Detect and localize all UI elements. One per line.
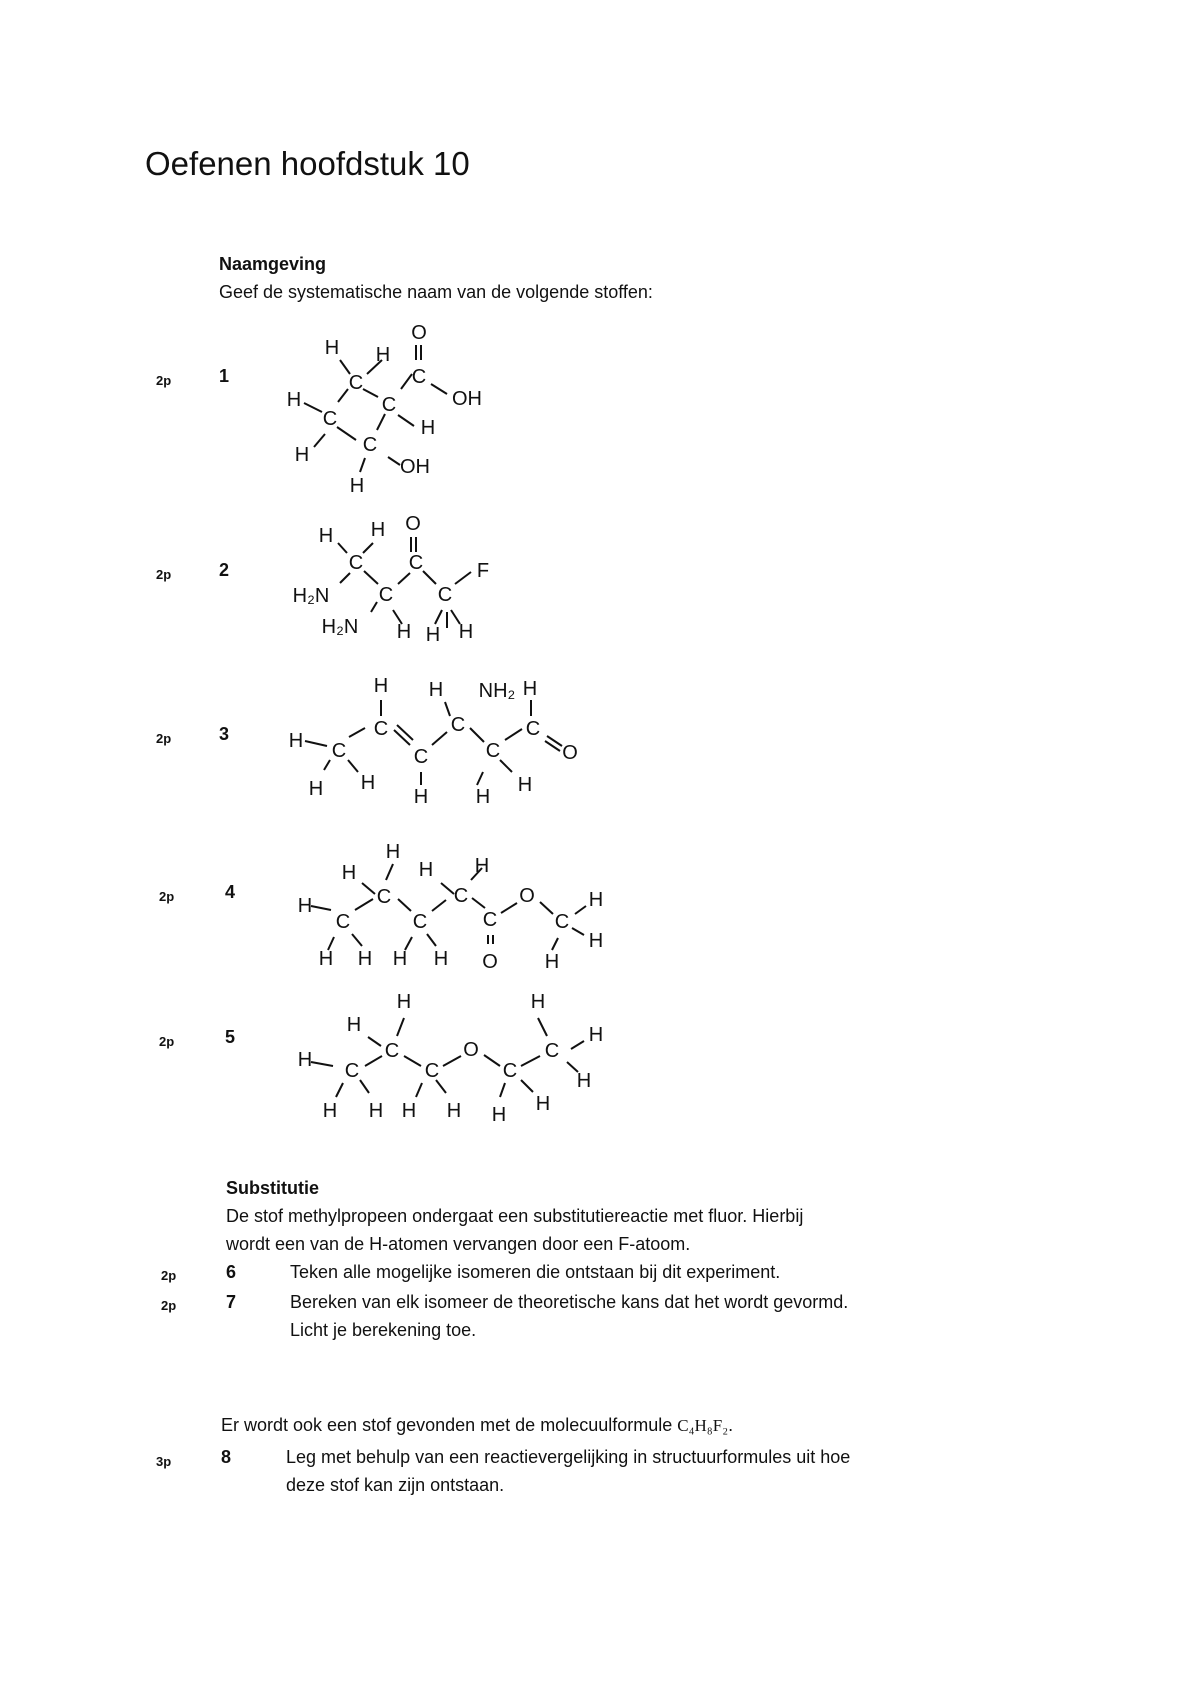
question-3-number: 3 [219,724,230,744]
molecule-5 [298,991,603,1126]
molecular-formula-intro-text: Er wordt ook een stof gevonden met de molecuulformule [221,1415,673,1435]
atom-c: C [413,746,429,768]
atom-h: H [297,895,313,917]
atom-o: O [519,885,535,907]
atom-h: H [308,778,324,800]
atom-h: H [396,621,412,643]
atom-h: H [288,730,304,752]
atom-c: C [376,886,392,908]
atom-h: H [357,948,373,970]
atom-h: H [446,1100,462,1122]
atom-h: H [318,948,334,970]
atom-h: H [433,948,449,970]
question-8-points: 3p [156,1454,172,1469]
atom-oh: OH [452,388,482,410]
atom-c: C [408,552,424,574]
molecular-formula: C₄H₈F₂ [677,1416,729,1435]
atom-h: H [491,1104,507,1126]
atom-h: H [530,991,546,1013]
atom-h: H [425,624,441,646]
question-7-text-line-1: Bereken van elk isomeer de theoretische kans dat het wordt gevormd. [290,1292,849,1312]
atom-o: O [405,513,421,535]
atom-f: F [476,560,490,582]
molecule-1 [287,322,482,497]
atom-h: H [535,1093,551,1115]
question-6-number: 6 [226,1262,237,1282]
substitutie-text-line-1: De stof methylpropeen ondergaat een substitutiereactie met fluor. Hierbij [226,1206,804,1226]
question-8-text-line-1: Leg met behulp van een reactievergelijking in structuurformules uit hoe [286,1447,851,1467]
question-6-text: Teken alle mogelijke isomeren die ontstaan bij dit experiment. [290,1262,781,1282]
atom-h: H [396,991,412,1013]
question-1-points: 2p [156,373,172,388]
atom-c: C [344,1060,360,1082]
atom-c: C [502,1060,518,1082]
atom-c: C [378,584,394,606]
atom-c: C [348,552,364,574]
atom-h: H [294,444,310,466]
question-4-points: 2p [159,889,175,904]
question-5-points: 2p [159,1034,175,1049]
atom-h: H [346,1014,362,1036]
question-7-text-line-2: Licht je berekening toe. [290,1320,477,1340]
atom-c: C [373,718,389,740]
atom-h: H [588,1024,604,1046]
atom-h: H [286,389,302,411]
atom-h2n: H₂N [321,616,359,638]
atom-c: C [482,909,498,931]
atom-h: H [341,862,357,884]
atom-h: H [368,1100,384,1122]
atom-c: C [322,408,338,430]
molecule-4 [298,841,603,973]
atom-c: C [554,911,570,933]
atom-c: C [348,372,364,394]
atom-o: O [463,1039,479,1061]
atom-h2n: H₂N [292,585,330,607]
atom-h: H [297,1049,313,1071]
atom-h: H [475,786,491,808]
molecule-2 [293,513,489,646]
atom-c: C [362,434,378,456]
atom-c: C [450,714,466,736]
question-1-number: 1 [219,366,230,386]
atom-h: H [544,951,560,973]
atom-c: C [424,1060,440,1082]
atom-c: C [384,1040,400,1062]
question-7-number: 7 [226,1292,237,1312]
atom-h: H [360,772,376,794]
atom-h: H [413,786,429,808]
atom-h: H [420,417,436,439]
atom-c: C [453,885,469,907]
question-2-number: 2 [219,560,230,580]
atom-c: C [437,584,453,606]
question-5-number: 5 [225,1027,236,1047]
page-title: Oefenen hoofdstuk 10 [145,145,470,182]
atom-h: H [392,948,408,970]
atom-h: H [318,525,334,547]
atom-oh: OH [400,456,430,478]
section-heading-naamgeving: Naamgeving [219,254,327,274]
atom-o: O [411,322,427,344]
question-3-points: 2p [156,731,172,746]
atom-h: H [458,621,474,643]
atom-h: H [375,344,391,366]
molecular-formula-intro: Er wordt ook een stof gevonden met de molecuulformule C₄H₈F₂. [221,1415,734,1435]
atom-h: H [522,678,538,700]
atom-h: H [370,519,386,541]
atom-h: H [349,475,365,497]
molecule-3 [289,675,578,808]
question-2-points: 2p [156,567,172,582]
atom-c: C [411,366,427,388]
atom-h: H [588,889,604,911]
atom-c: C [412,911,428,933]
question-8-text-line-2: deze stof kan zijn ontstaan. [286,1475,505,1495]
atom-h: H [373,675,389,697]
atom-c: C [544,1040,560,1062]
atom-c: C [525,718,541,740]
atom-c: C [331,740,347,762]
atom-h: H [418,859,434,881]
atom-h: H [401,1100,417,1122]
question-6-points: 2p [161,1268,177,1283]
atom-h: H [322,1100,338,1122]
atom-nh2: NH₂ [478,680,516,702]
atom-c: C [335,911,351,933]
atom-h: H [474,855,490,877]
naamgeving-instruction: Geef de systematische naam van de volgende stoffen: [219,282,653,302]
atom-o: O [562,742,578,764]
atom-h: H [588,930,604,952]
substitutie-text-line-2: wordt een van de H-atomen vervangen door een F-atoom. [226,1234,691,1254]
question-4-number: 4 [225,882,236,902]
section-heading-substitutie: Substitutie [226,1178,319,1198]
question-8-number: 8 [221,1447,232,1467]
atom-c: C [381,394,397,416]
atom-h: H [324,337,340,359]
question-7-points: 2p [161,1298,177,1313]
atom-h: H [385,841,401,863]
atom-h: H [428,679,444,701]
atom-c: C [485,740,501,762]
atom-h: H [517,774,533,796]
atom-o: O [482,951,498,973]
atom-h: H [576,1070,592,1092]
